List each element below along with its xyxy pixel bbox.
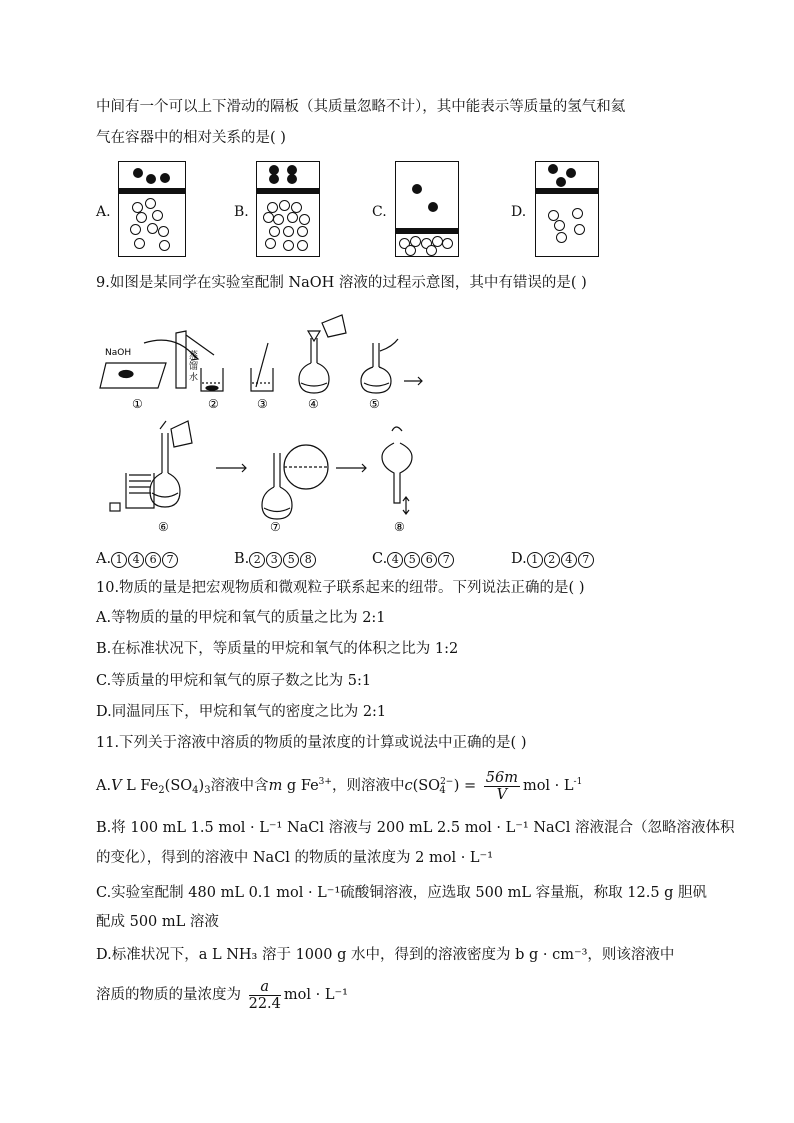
- water-label-2: 馏: [189, 362, 199, 372]
- q10-option-c: C.等质量的甲烷和氧气的原子数之比为 5:1: [96, 673, 372, 689]
- q11-option-d-line1: D.标准状况下，a L NH₃ 溶于 1000 g 水中，得到的溶液密度为 b g · cm⁻³，则该溶液中: [96, 947, 675, 963]
- q9-procedure-diagram: [96, 303, 436, 543]
- q11-option-d-line2: 溶质的物质的量浓度为 $\frac{a}{22.4}$ mol · L⁻¹: [96, 978, 348, 1012]
- q11-option-a: A.V L $Fe_2(SO_4)_3$溶液中含m g $Fe^{3+}$，则溶液中$c(SO^{2-}_4$ ) = $\frac{56m}{V}$ mol · $L^{-1}$: [96, 769, 583, 803]
- q8-option-d-label: D.: [511, 204, 527, 220]
- q9-choice-a: A. 1 4 6 7: [96, 549, 179, 569]
- q8-option-a-container: [118, 161, 186, 257]
- q8-option-c-label: C.: [372, 204, 387, 220]
- q11-option-c-line2: 配成 500 mL 溶液: [96, 914, 219, 930]
- q11-d-fraction: $\frac{a}{22.4}$: [248, 978, 281, 1012]
- step-8-label: ⑧: [394, 520, 405, 534]
- q11-a-fraction: $\frac{56m}{V}$: [485, 769, 518, 803]
- q10-option-a: A.等物质的量的甲烷和氧气的质量之比为 2:1: [96, 610, 386, 626]
- q8-option-d-container: [535, 161, 599, 257]
- water-label-3: 水: [189, 373, 199, 383]
- q11-option-b-line1: B.将 100 mL 1.5 mol · L⁻¹ NaCl 溶液与 200 mL 2.5 mol · L⁻¹ NaCl 溶液混合（忽略溶液体积: [96, 820, 735, 836]
- q11-stem: 11.下列关于溶液中溶质的物质的量浓度的计算或说法中正确的是( ): [96, 735, 527, 751]
- q9-choice-b: B. 2 3 5 8: [234, 549, 317, 569]
- q11-option-b-line2: 的变化），得到的溶液中 NaCl 的物质的量浓度为 2 mol · L⁻¹: [96, 850, 494, 866]
- q9-procedure-figure: [96, 303, 436, 543]
- q8-stem-line2: 气在容器中的相对关系的是( ): [96, 130, 286, 146]
- q9-choice-c: C. 4 5 6 7: [372, 549, 455, 569]
- step-6-label: ⑥: [158, 520, 169, 534]
- q9-stem: 9.如图是某同学在实验室配制 NaOH 溶液的过程示意图，其中有错误的是( ): [96, 275, 587, 291]
- step-7-label: ⑦: [270, 520, 281, 534]
- naoh-label: NaOH: [105, 348, 132, 358]
- q11-option-c-line1: C.实验室配制 480 mL 0.1 mol · L⁻¹硫酸铜溶液，应选取 500 mL 容量瓶，称取 12.5 g 胆矾: [96, 885, 708, 901]
- q8-option-b-label: B.: [234, 204, 249, 220]
- water-label-1: 蒸: [189, 351, 199, 361]
- q10-option-b: B.在标准状况下，等质量的甲烷和氧气的体积之比为 1:2: [96, 641, 459, 657]
- step-1-label: ①: [132, 397, 143, 411]
- q8-option-a-label: A.: [96, 204, 111, 220]
- step-3-label: ③: [257, 397, 268, 411]
- step-2-label: ②: [208, 397, 219, 411]
- q8-stem-line1: 中间有一个可以上下滑动的隔板（其质量忽略不计），其中能表示等质量的氢气和氦: [96, 99, 626, 115]
- step-4-label: ④: [308, 397, 319, 411]
- q9-choice-d: D. 1 2 4 7: [511, 549, 595, 569]
- q10-option-d: D.同温同压下，甲烷和氧气的密度之比为 2:1: [96, 704, 387, 720]
- q8-option-c-container: [395, 161, 459, 257]
- q10-stem: 10.物质的量是把宏观物质和微观粒子联系起来的纽带。下列说法正确的是( ): [96, 580, 585, 596]
- step-5-label: ⑤: [369, 397, 380, 411]
- q8-option-b-container: [256, 161, 320, 257]
